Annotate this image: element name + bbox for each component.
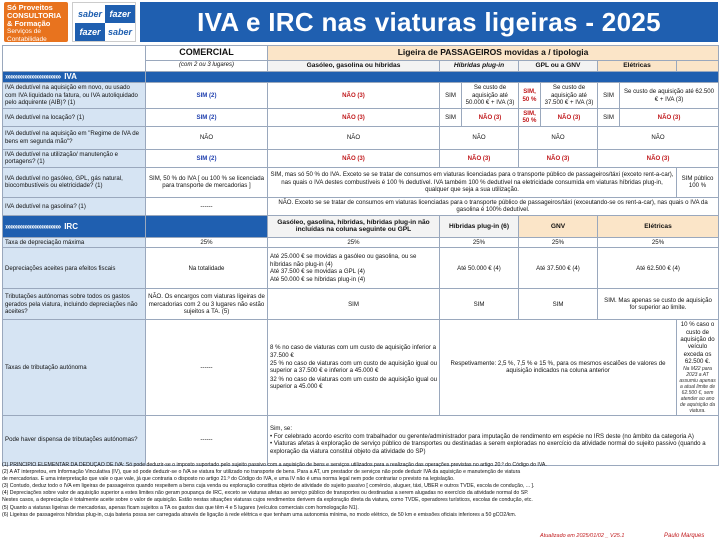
cell	[268, 248, 440, 289]
col-head-passageiros: Ligeira de PASSAGEIROS movidas a / tipologia	[268, 46, 719, 61]
irc-head-gnv: GNV	[519, 215, 598, 237]
cell: NÃO (3)	[541, 109, 598, 127]
cell: 25%	[519, 237, 598, 247]
limit-line: Até 25.000 € se movidas a gasóleo ou gasolina, ou se híbridas não plug-in (4)	[270, 253, 417, 268]
comparison-table	[2, 45, 719, 466]
col-head-comercial-sub: (com 2 ou 3 lugares)	[146, 61, 268, 72]
cell: Até 50.000 € (4)	[440, 248, 519, 289]
update-stamp: Atualizado em 2025/01/02 _ V25.1	[540, 533, 625, 539]
cell: NÃO	[519, 126, 598, 149]
corner-cell	[3, 46, 146, 72]
cell: NÃO (3)	[440, 149, 519, 167]
col-head-gpl: GPL ou a GNV	[519, 61, 598, 72]
logo-word: saber	[107, 27, 133, 37]
limit-line: Até 37.500 € se movidas a GPL (4)	[270, 268, 365, 276]
exemption-line: • Viaturas afetas à exploração de serviço público de transportes ou destinadas a serem exploradas no exercício da atividade normal do sujeito passivo (quando a exploração da viatura constitui objeto da atividade do SP)	[270, 440, 706, 455]
cell: SIM, 50 %	[519, 109, 541, 127]
section-irc-bar	[146, 215, 268, 237]
row-label: Taxas de tributação autónoma	[3, 320, 146, 415]
logo-line-3: & Formação	[7, 19, 51, 28]
row-label: IVA dedutível na gasolina? (1)	[3, 197, 146, 215]
cell: Respetivamente: 2,5 %, 7,5 % e 15 %, para os mesmos escalões de valores de aquisição indicados na coluna anterior	[440, 320, 677, 415]
cell: SIM, 50 % do IVA [ ou 100 % se licenciada para transporte de mercadorias ]	[146, 167, 268, 197]
logo-line-2: CONSULTORIA	[7, 11, 62, 20]
cell: NÃO (3)	[268, 83, 440, 109]
logo-word: fazer	[75, 23, 105, 41]
row-label: Depreciações aceites para efeitos fiscais	[3, 248, 146, 289]
cell: SIM, mas só 50 % do IVA. Exceto se se tratar de consumos em viaturas licenciadas para o transporte público de passageiros/táxi (exceto rent-a-car), nas quais o IVA destes combustíveis é 100 % dedutível. IVA também 100 % dedutível na eletricidade consumida em viaturas híbridas plug-in, qualquer que seja a sua utilização.	[268, 167, 677, 197]
footnote: (5) Quanto a viaturas ligeiras de mercadorias, apenas ficam sujeitos a TA os gastos das que têm 4 e 5 lugares (veículos comerciais com homologação N1).	[2, 504, 359, 511]
cell: NÃO	[598, 126, 719, 149]
cell: Se custo de aquisição até 37.500 € + IVA (3)	[541, 83, 598, 109]
cell: 25%	[440, 237, 519, 247]
cell: NÃO	[146, 126, 268, 149]
footnote: (1) PRINCÍPIO ELEMENTAR DA DEDUÇÃO DE IVA: Só pode deduzir-se o imposto suportado pelo sujeito passivo com a aquisição de bens e serviços utilizados para a realização das operações previstas no artigo 20.º do Código do IVA.	[2, 462, 547, 468]
irc-head-gas: Gasóleo, gasolina, híbridas, híbridas plug-in não incluídas na coluna seguinte ou GPL	[268, 215, 440, 237]
cell: NÃO (3)	[620, 109, 719, 127]
exemption-line: Sim, se:	[270, 425, 293, 433]
cell: NÃO	[268, 126, 440, 149]
col-head-eletricas: Elétricas	[598, 61, 677, 72]
cell: NÃO. Os encargos com viaturas ligeiras de mercadorias com 2 ou 3 lugares não estão sujeitos a TA. (5)	[146, 289, 268, 320]
exemption-line: • For celebrado acordo escrito com trabalhador ou gerente/administrador para imputação de rendimento em espécie no IRS deste (no âmbito da categoria A)	[270, 432, 694, 440]
footnote: (2) A AT interpretou, em Informação Vinculativa (IV), que só pode deduzir-se o IVA se viatura for utilizado no transporte de bens. Para a AT, um prestador de serviços não pode deduzir IVA da aquisição e manutenção de viatura	[2, 469, 521, 476]
col-head-comercial: COMERCIAL	[146, 46, 268, 61]
author: Paulo Marques	[664, 533, 705, 539]
cell: NÃO (3)	[462, 109, 519, 127]
logo-line-1: Só Proveitos	[7, 3, 53, 12]
cell: SIM (2)	[146, 109, 268, 127]
cell	[268, 415, 719, 465]
cell: SIM público 100 %	[677, 167, 719, 197]
cell: 25%	[146, 237, 268, 247]
row-label: IVA dedutível na aquisição em "Regime de IVA de bens em segunda mão"?	[3, 126, 146, 149]
row-label: IVA dedutível no gasóleo, GPL, gás natural, biocombustíveis ou eletricidade? (1)	[3, 167, 146, 197]
cell: Se custo de aquisição até 62.500 € + IVA (3)	[620, 83, 719, 109]
cell: ------	[146, 197, 268, 215]
cell: ------	[146, 415, 268, 465]
row-label: Pode haver dispensa de tributações autónomas?	[3, 415, 146, 465]
cell: 25%	[598, 237, 719, 247]
logo-word: fazer	[105, 5, 135, 23]
row-label: Tributações autónomas sobre todos os gastos gerados pela viatura, incluindo depreciações não aceites?	[3, 289, 146, 320]
cell: Se custo de aquisição até 50.000 € + IVA (3)	[462, 83, 519, 109]
row-label: Taxa de depreciação máxima	[3, 237, 146, 247]
col-head-filler	[677, 61, 719, 72]
cell: 25%	[268, 237, 440, 247]
cell: NÃO (3)	[598, 149, 719, 167]
cell: SIM. Mas apenas se custo de aquisição for superior ao limite.	[598, 289, 719, 320]
cell: NÃO (3)	[268, 149, 440, 167]
cell	[677, 320, 719, 415]
section-iva: »»»»»»»»»»»»»»»» IVA	[3, 72, 146, 83]
cell: SIM	[268, 289, 440, 320]
cell: NÃO (3)	[519, 149, 598, 167]
cell: NÃO. Exceto se se tratar de consumos em viaturas licenciadas para o transporte público de passageiros/táxi (exceutando-se os rent-a-car), nas quais o IVA da gasolina é 100% dedutível.	[268, 197, 719, 215]
rate-line: 25 % no caso de viaturas com um custo de aquisição igual ou superior a 37.500 € e inferior a 45.000 €	[270, 360, 437, 375]
header	[0, 0, 720, 44]
cell: Até 37.500 € (4)	[519, 248, 598, 289]
cell: ------	[146, 320, 268, 415]
irc-head-ele: Elétricas	[598, 215, 719, 237]
cell: NÃO (3)	[268, 109, 440, 127]
section-irc: »»»»»»»»»»»»»»»» IRC	[3, 215, 146, 237]
row-label: IVA dedutível na locação? (1)	[3, 109, 146, 127]
arrows-icon: »»»»»»»»»»»»»»»»	[5, 221, 61, 231]
cell: SIM	[440, 83, 462, 109]
row-label: IVA dedutível na aquisição em novo, ou usado com IVA liquidado na fatura, ou IVA autoliquidado pelo adquirente (AIB)? (1)	[3, 83, 146, 109]
ele-note: Na M22 para 2023 a AT assumiu apenas a atual limite de 62.500 €, sem atender ao ano de aquisição da viatura.	[679, 365, 716, 414]
logo-tagline: Serviços de Contabilidade	[7, 28, 47, 42]
logo-word: saber	[77, 9, 103, 19]
cell: SIM	[598, 83, 620, 109]
company-logo	[4, 2, 68, 42]
cell: SIM	[440, 289, 519, 320]
cell: Até 62.500 € (4)	[598, 248, 719, 289]
cell: SIM, 50 %	[519, 83, 541, 109]
cell: SIM	[519, 289, 598, 320]
cell	[268, 320, 440, 415]
footnotes	[2, 462, 718, 519]
rate-line: 32 % no caso de viaturas com um custo de aquisição igual ou superior a 45.000 €	[270, 375, 437, 391]
cell: SIM (2)	[146, 149, 268, 167]
footnote: (4) Depreciações sobre valor de aquisição superior a estes limites não geram poupança de IRC, exceto se viaturas afetas ao serviço público de transportes ou destinadas a serem alugadas no exercício da atividade normal do SP.	[2, 490, 529, 497]
cell: SIM	[440, 109, 462, 127]
ele-rate: 10 % caso o custo de aquisição do veículo exceda os 62.500 €.	[680, 321, 715, 366]
footnote: Nestes casos, a depreciação é totalmente aceite sobre o valor de aquisição. Estão nestas situações viaturas cujos rendimentos derivem da exploração direta da viatura, como TVDE, operadores turísticos, escolas de condução, etc.	[2, 497, 533, 504]
footnote: (6) Ligeiras de passageiros híbridas plug-in, cuja bateria possa ser carregada através de ligação à rede elétrica e que tenham uma autonomia mínima, no modo elétrico, de 50 km e emissões oficiais inferiores a 50 gCO2/km.	[2, 511, 517, 518]
col-head-gasoleo: Gasóleo, gasolina ou híbridas	[268, 61, 440, 72]
saber-fazer-logo	[72, 2, 136, 42]
limit-line: Até 50.000 € se híbridas plug-in (4)	[270, 275, 366, 283]
rate-line: 8 % no caso de viaturas com um custo de aquisição inferior a 37.500 €	[270, 344, 436, 359]
cell: NÃO	[440, 126, 519, 149]
row-label: IVA dedutível na utilização/ manutenção e portagens? (1)	[3, 149, 146, 167]
cell: SIM	[598, 109, 620, 127]
cell: Na totalidade	[146, 248, 268, 289]
footnote: (3) Contudo, deduz todo o IVA em ligeiras de passageiros quando respeitem a bens cuja venda ou exploração constitua objeto de atividade do sujeito passivo [ comércio, aluguer, táxi, UBER e outros TVDE, escola de condução, ... ].	[2, 483, 535, 490]
footnote: de mercadorias. É uma interpretação que vale o que vale, já que contraria o disposto no artigo 21.º do Código do IVA, e uma IV não é uma norma legal nem pode contrariar o previsto na legislação.	[2, 476, 455, 483]
irc-head-hib: Híbridas plug-in (6)	[440, 215, 519, 237]
section-iva-bar	[146, 72, 719, 83]
arrows-icon: »»»»»»»»»»»»»»»»	[5, 72, 61, 82]
cell: SIM (2)	[146, 83, 268, 109]
col-head-hibridas: Híbridas plug-in	[440, 61, 519, 72]
page-title: IVA e IRC nas viaturas ligeiras - 2025	[140, 2, 718, 42]
